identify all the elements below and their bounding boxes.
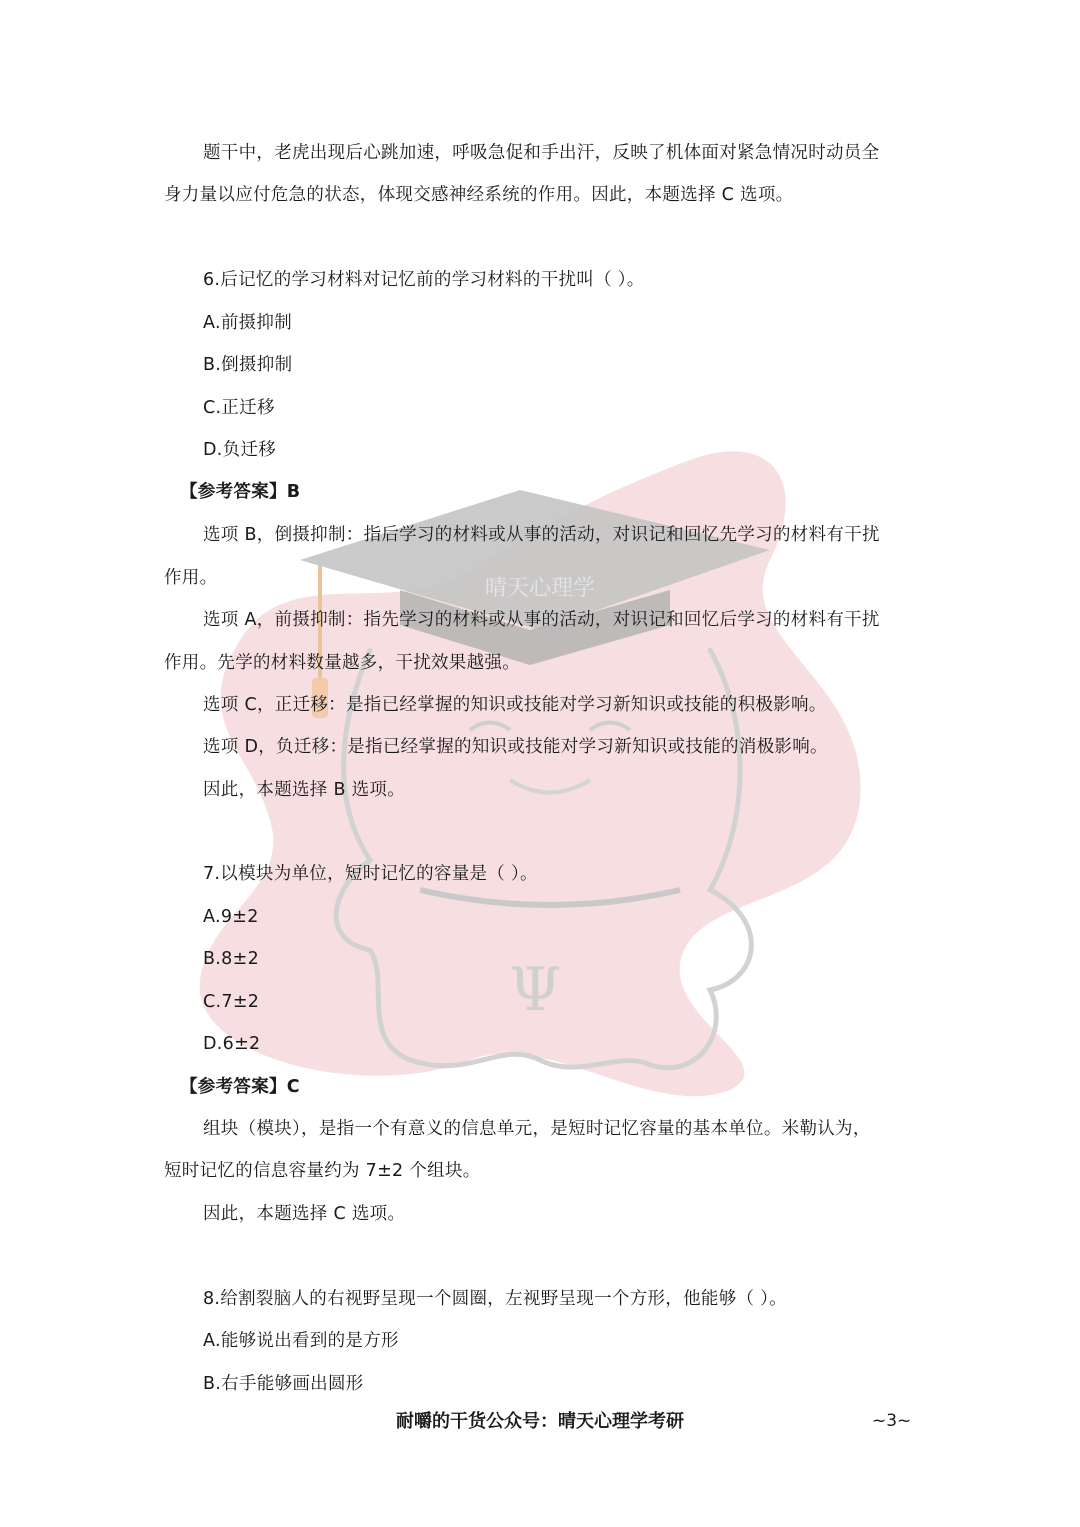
- q7-option-c: C.7±2: [203, 992, 260, 1012]
- question-7-text: 7.以模块为单位，短时记忆的容量是（ ）。: [203, 864, 538, 884]
- q6-explanation-line: 作用。先学的材料数量越多，干扰效果越强。: [164, 653, 520, 673]
- q7-option-d: D.6±2: [203, 1034, 261, 1054]
- footer-title: 耐嚼的干货公众号：晴天心理学考研: [396, 1411, 684, 1432]
- q6-explanation-line: 选项 A，前摄抑制：指先学习的材料或从事的活动，对识记和回忆后学习的材料有干扰: [203, 610, 880, 630]
- page-number: ~3~: [872, 1411, 912, 1431]
- q6-explanation-line: 选项 C，正迁移：是指已经掌握的知识或技能对学习新知识或技能的积极影响。: [203, 695, 827, 715]
- q6-option-b: B.倒摄抑制: [203, 355, 293, 375]
- q6-explanation-line: 因此，本题选择 B 选项。: [203, 780, 406, 800]
- q7-option-b: B.8±2: [203, 949, 259, 969]
- question-8-text: 8.给割裂脑人的右视野呈现一个圆圈，左视野呈现一个方形，他能够（ ）。: [203, 1289, 788, 1309]
- q8-option-b: B.右手能够画出圆形: [203, 1374, 364, 1394]
- q6-option-d: D.负迁移: [203, 440, 277, 460]
- q6-explanation-line: 选项 D，负迁移：是指已经掌握的知识或技能对学习新知识或技能的消极影响。: [203, 737, 828, 757]
- q7-answer-label: 【参考答案】C: [180, 1077, 300, 1097]
- q7-option-a: A.9±2: [203, 907, 259, 927]
- paragraph-line: 身力量以应付危急的状态，体现交感神经系统的作用。因此，本题选择 C 选项。: [164, 185, 794, 205]
- q6-explanation-line: 作用。: [164, 568, 218, 588]
- paragraph-line: 题干中，老虎出现后心跳加速，呼吸急促和手出汗，反映了机体面对紧急情况时动员全: [203, 143, 880, 163]
- watermark-psi-symbol: Ψ: [508, 955, 562, 1025]
- q6-option-a: A.前摄抑制: [203, 313, 293, 333]
- q6-option-c: C.正迁移: [203, 398, 275, 418]
- q7-explanation-line: 组块（模块），是指一个有意义的信息单元，是短时记忆容量的基本单位。米勒认为，: [203, 1119, 871, 1139]
- q6-answer-label: 【参考答案】B: [180, 482, 301, 502]
- q7-explanation-line: 因此，本题选择 C 选项。: [203, 1204, 406, 1224]
- svg-text:晴天心理学: 晴天心理学: [484, 576, 596, 601]
- q7-explanation-line: 短时记忆的信息容量约为 7±2 个组块。: [164, 1161, 481, 1181]
- q8-option-a: A.能够说出看到的是方形: [203, 1331, 399, 1351]
- question-6-text: 6.后记忆的学习材料对记忆前的学习材料的干扰叫（ ）。: [203, 270, 645, 290]
- q6-explanation-line: 选项 B，倒摄抑制：指后学习的材料或从事的活动，对识记和回忆先学习的材料有干扰: [203, 525, 880, 545]
